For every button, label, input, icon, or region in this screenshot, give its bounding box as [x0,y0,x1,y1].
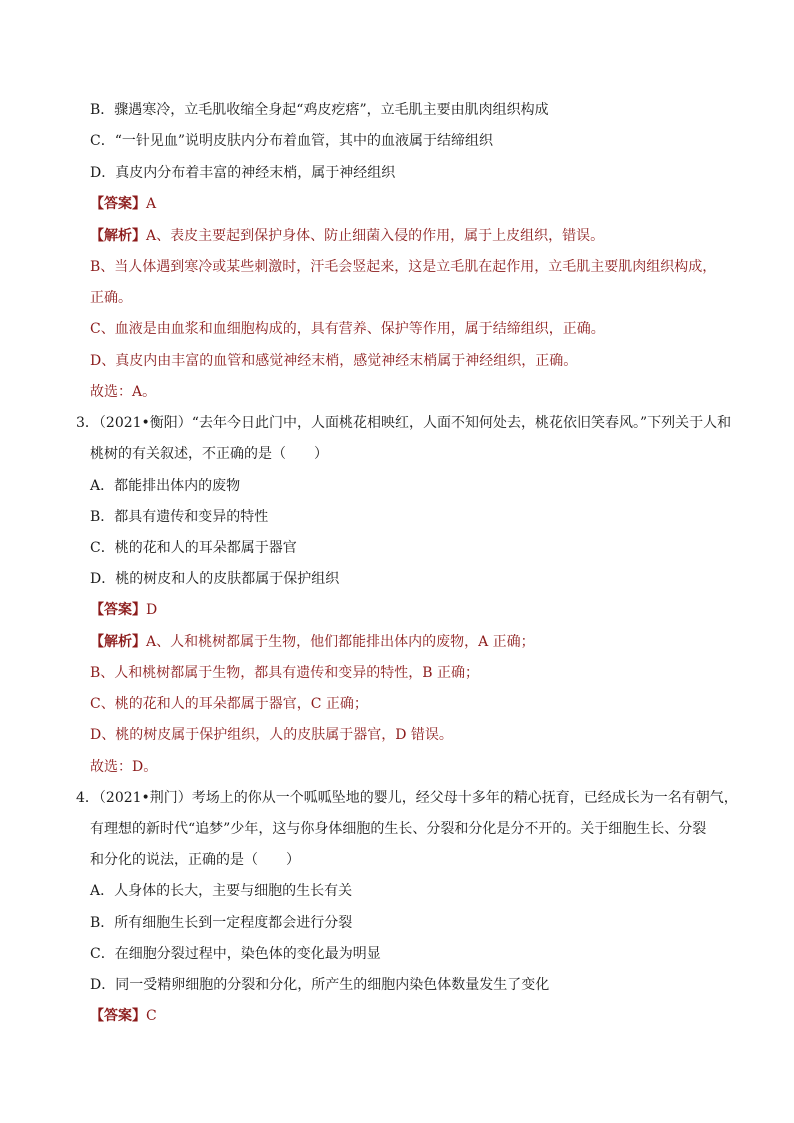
q4-answer [90,1006,157,1026]
q2-analysis-2b: 正确。 [90,290,132,306]
q4-option-a: A．人身体的长大，主要与细胞的生长有关 [90,883,353,899]
q3-option-d: D．桃的树皮和人的皮肤都属于保护组织 [90,571,340,587]
q2-option-d: D．真皮内分布着丰富的神经末梢，属于神经组织 [90,165,396,181]
q3-answer [90,600,157,620]
q4-option-c: C．在细胞分裂过程中，染色体的变化最为明显 [90,946,381,962]
q2-analysis-1 [90,226,604,246]
q4-option-d: D．同一受精卵细胞的分裂和分化，所产生的细胞内染色体数量发生了变化 [90,977,550,993]
q2-analysis-4: D、真皮内由丰富的血管和感觉神经末梢，感觉神经末梢属于神经组织，正确。 [90,353,578,369]
q4-stem-3: 和分化的说法，正确的是（ ） [90,852,300,868]
answer-value: C [146,1008,157,1024]
answer-label: 【答案】 [90,602,146,618]
answer-value: A [146,196,157,212]
q4-stem-1: 4．（2021•荆门）考场上的你从一个呱呱坠地的婴儿，经父母十多年的精心抚育，已经成长为一名有朝气， [76,790,738,806]
q3-analysis-4: D、桃的树皮属于保护组织，人的皮肤属于器官，D 错误。 [90,727,453,743]
q3-analysis-2: B、人和桃树都属于生物，都具有遗传和变异的特性，B 正确； [90,665,480,681]
q2-analysis-2a: B、当人体遇到寒冷或某些刺激时，汗毛会竖起来，这是立毛肌在起作用，立毛肌主要肌肉组织构成， [90,259,717,275]
q3-option-c: C．桃的花和人的耳朵都属于器官 [90,540,297,556]
q3-stem-2: 桃树的有关叙述，不正确的是（ ） [90,446,328,462]
q2-answer [90,194,156,214]
analysis-text: A、人和桃树都属于生物，他们都能排出体内的废物，A 正确； [146,634,535,650]
q2-option-c: C．“一针见血”说明皮肤内分布着血管，其中的血液属于结缔组织 [90,133,494,149]
q3-option-b: B．都具有遗传和变异的特性 [90,509,269,525]
answer-label: 【答案】 [90,1008,146,1024]
q2-analysis-3: C、血液是由血浆和血细胞构成的，具有营养、保护等作用，属于结缔组织，正确。 [90,321,605,337]
q4-option-b: B．所有细胞生长到一定程度都会进行分裂 [90,915,353,931]
analysis-label: 【解析】 [90,634,146,650]
q4-stem-2: 有理想的新时代“追梦”少年，这与你身体细胞的生长、分裂和分化是分不开的。关于细胞生长、分裂 [90,821,707,837]
q3-stem-1: 3．（2021•衡阳）“去年今日此门中，人面桃花相映红，人面不知何处去，桃花依旧笑春风。”下列关于人和 [76,415,732,431]
q3-conclusion: 故选：D。 [90,759,158,775]
q3-analysis-1 [90,632,535,652]
answer-value: D [146,602,158,618]
q3-analysis-3: C、桃的花和人的耳朵都属于器官，C 正确； [90,696,368,712]
q2-conclusion: 故选：A。 [90,384,157,400]
q3-option-a: A．都能排出体内的废物 [90,478,241,494]
q2-option-b: B．骤遇寒冷，立毛肌收缩全身起“鸡皮疙瘩”，立毛肌主要由肌肉组织构成 [90,102,549,118]
analysis-text: A、表皮主要起到保护身体、防止细菌入侵的作用，属于上皮组织，错误。 [146,228,605,244]
analysis-label: 【解析】 [90,228,146,244]
answer-label: 【答案】 [90,196,146,212]
